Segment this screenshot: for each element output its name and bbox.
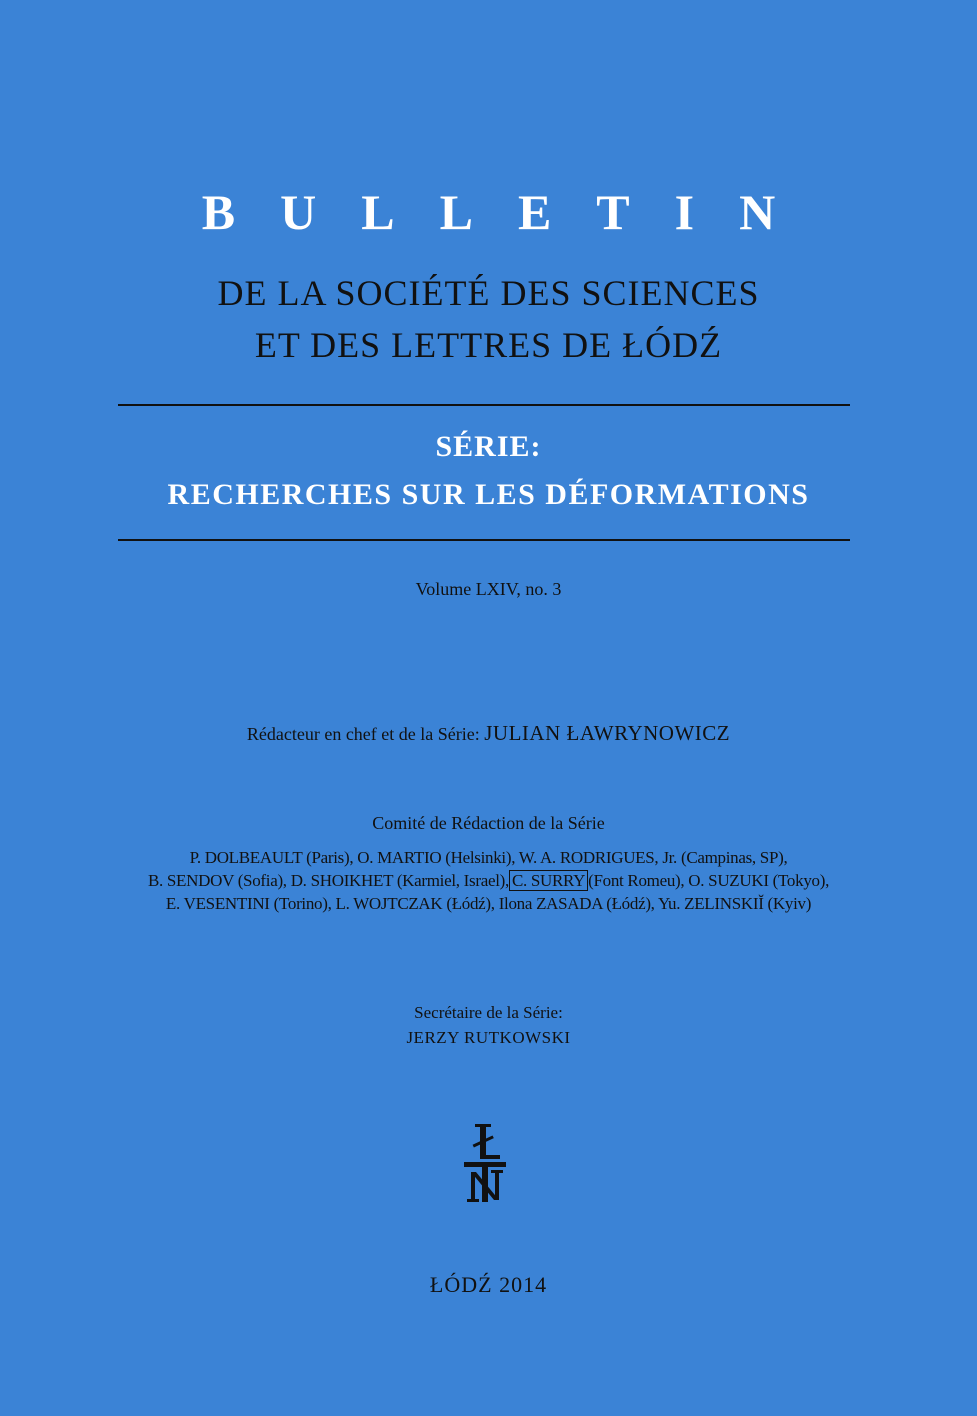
top-divider	[118, 404, 850, 406]
serie-label: SÉRIE:	[435, 430, 542, 463]
society-name-line-1: DE LA SOCIÉTÉ DES SCIENCES	[217, 273, 760, 313]
members-line-1: P. DOLBEAULT (Paris), O. MARTIO (Helsinki), W. A. RODRIGUES, Jr. (Campinas, SP),	[189, 848, 788, 867]
members-line-2-end: (Font Romeu), O. SUZUKI (Tokyo),	[588, 871, 830, 890]
editorial-board-list	[0, 846, 977, 915]
members-line-3: E. VESENTINI (Torino), L. WOJTCZAK (Łódź), Ilona ZASADA (Łódź), Yu. ZELINSKIĬ (Kyiv)	[165, 894, 812, 913]
editor-label: Rédacteur en chef et de la Série:	[246, 724, 480, 744]
secretaire-name: JERZY RUTKOWSKI	[406, 1028, 571, 1047]
editor-name: JULIAN ŁAWRYNOWICZ	[484, 721, 731, 745]
comite-label: Comité de Rédaction de la Série	[372, 813, 605, 833]
ltn-monogram-icon	[458, 1122, 512, 1204]
bulletin-title: BULLETIN	[201, 184, 821, 240]
bottom-divider	[118, 539, 850, 541]
place-and-year: ŁÓDŹ 2014	[429, 1272, 548, 1297]
secretaire-label: Secrétaire de la Série:	[414, 1003, 563, 1022]
society-name-line-2: ET DES LETTRES DE ŁÓDŹ	[254, 325, 723, 365]
editor-line	[0, 720, 977, 747]
serie-name: RECHERCHES SUR LES DÉFORMATIONS	[167, 478, 810, 511]
volume-info: Volume LXIV, no. 3	[415, 579, 562, 599]
members-line-2	[0, 869, 977, 892]
boxed-member-name: C. SURRY	[509, 870, 588, 891]
members-line-2-start: B. SENDOV (Sofia), D. SHOIKHET (Karmiel, Israel),	[147, 871, 509, 890]
